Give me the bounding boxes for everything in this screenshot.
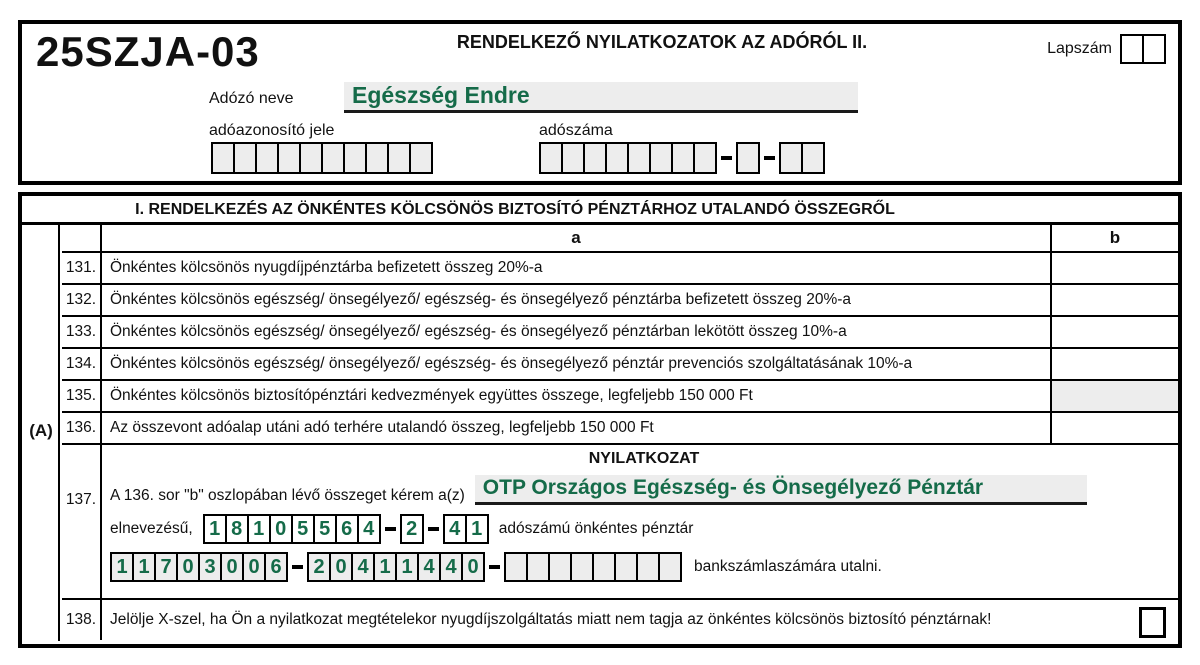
digit-box[interactable]: 0 <box>176 552 200 582</box>
declaration-table <box>22 225 1178 641</box>
digit-box[interactable] <box>504 552 528 582</box>
amount-cell-b[interactable] <box>1052 253 1178 283</box>
digit-box[interactable] <box>211 142 235 174</box>
digit-box[interactable]: 2 <box>307 552 331 582</box>
table-row <box>62 349 1178 381</box>
tax-number-part1 <box>539 142 717 174</box>
group-label: (A) <box>29 421 53 440</box>
digit-box[interactable] <box>614 552 638 582</box>
digit-box[interactable] <box>1142 34 1166 64</box>
tax-number-input <box>539 142 825 174</box>
row-label: Önkéntes kölcsönös egészség/ önsegélyező/ egészség- és önsegélyező pénztárba befizetett összeg 20%-a <box>102 285 1052 315</box>
digit-box[interactable]: 1 <box>373 552 397 582</box>
digit-box[interactable] <box>277 142 301 174</box>
digit-box[interactable] <box>255 142 279 174</box>
digit-box[interactable] <box>779 142 803 174</box>
declaration-line2-suffix: adószámú önkéntes pénztár <box>498 520 694 537</box>
amount-cell-b[interactable] <box>1052 381 1178 411</box>
digit-box[interactable]: 1 <box>132 552 156 582</box>
dash-separator <box>489 565 500 569</box>
digit-box[interactable]: 4 <box>357 514 381 544</box>
digit-box[interactable]: 4 <box>443 514 467 544</box>
digit-box[interactable]: 1 <box>395 552 419 582</box>
row-138-label: Jelölje X-szel, ha Ön a nyilatkozat megtételekor nyugdíjszolgáltatás miatt nem tagja az önkéntes kölcsönös biztosító pénztárnak! <box>110 611 992 628</box>
column-header-row <box>62 225 1178 253</box>
group-column <box>22 225 60 641</box>
form-title: RENDELKEZŐ NYILATKOZATOK AZ ADÓRÓL II. <box>456 32 868 52</box>
row-number: 132. <box>62 285 102 315</box>
declaration-line3 <box>110 552 1178 582</box>
row-label: Önkéntes kölcsönös egészség/ önsegélyező/ egészség- és önsegélyező pénztárban lekötött összeg 10%-a <box>102 317 1052 347</box>
row-number: 137. <box>62 445 102 598</box>
row-number: 133. <box>62 317 102 347</box>
amount-cell-b[interactable] <box>1052 317 1178 347</box>
lapszam-label: Lapszám <box>1047 40 1112 57</box>
digit-box[interactable]: 1 <box>247 514 271 544</box>
digit-box[interactable]: 0 <box>461 552 485 582</box>
digit-box[interactable]: 0 <box>220 552 244 582</box>
digit-box[interactable] <box>233 142 257 174</box>
digit-box[interactable] <box>636 552 660 582</box>
tax-id-boxes <box>211 142 433 174</box>
dash-separator <box>428 527 439 531</box>
row-label: Önkéntes kölcsönös egészség/ önsegélyező/ egészség- és önsegélyező pénztár prevenciós szolgáltatásának 10%-a <box>102 349 1052 379</box>
table-row-138 <box>62 600 1178 640</box>
fund-tax-number-part1 <box>203 514 381 544</box>
declaration-line1 <box>110 475 1178 505</box>
digit-box[interactable] <box>548 552 572 582</box>
form-code: 25SZJA-03 <box>36 28 260 75</box>
dash-separator <box>385 527 396 531</box>
dash-separator <box>764 156 775 160</box>
row-number: 138. <box>62 600 102 640</box>
tax-number-part2 <box>736 142 760 174</box>
table-row <box>62 285 1178 317</box>
declaration-cell <box>102 445 1178 598</box>
declaration-line2 <box>110 514 1178 544</box>
page-number-field <box>1047 34 1166 64</box>
bank-account-part2 <box>307 552 485 582</box>
digit-box[interactable] <box>365 142 389 174</box>
digit-box[interactable]: 8 <box>225 514 249 544</box>
form-header <box>18 20 1182 185</box>
digit-box[interactable]: 1 <box>203 514 227 544</box>
row-number: 134. <box>62 349 102 379</box>
digit-box[interactable] <box>299 142 323 174</box>
digit-box[interactable] <box>649 142 673 174</box>
digit-box[interactable] <box>658 552 682 582</box>
fund-tax-number-part2 <box>400 514 424 544</box>
amount-cell-b[interactable] <box>1052 285 1178 315</box>
column-a-header: a <box>102 225 1052 251</box>
dash-separator <box>721 156 732 160</box>
digit-box[interactable] <box>736 142 760 174</box>
fund-tax-number-part3 <box>443 514 489 544</box>
declaration-line2-text: elnevezésű, <box>110 520 193 537</box>
lapszam-boxes <box>1120 34 1166 64</box>
amount-cell-b[interactable] <box>1052 413 1178 443</box>
tax-id-label: adóazonosító jele <box>209 122 335 139</box>
digit-box[interactable]: 1 <box>465 514 489 544</box>
table-row-137 <box>62 445 1178 600</box>
digit-box[interactable]: 1 <box>110 552 134 582</box>
declaration-line3-suffix: bankszámlaszámára utalni. <box>694 558 882 575</box>
pension-service-checkbox[interactable] <box>1139 607 1166 638</box>
digit-box[interactable]: 6 <box>264 552 288 582</box>
digit-box[interactable]: 3 <box>198 552 222 582</box>
digit-box[interactable] <box>539 142 563 174</box>
digit-box[interactable]: 0 <box>242 552 266 582</box>
declaration-heading: NYILATKOZAT <box>588 450 700 467</box>
row-number: 131. <box>62 253 102 283</box>
digit-box[interactable] <box>1120 34 1144 64</box>
digit-box[interactable]: 5 <box>313 514 337 544</box>
digit-box[interactable] <box>693 142 717 174</box>
digit-box[interactable]: 7 <box>154 552 178 582</box>
taxpayer-name-label: Adózó neve <box>209 90 294 107</box>
dash-separator <box>292 565 303 569</box>
digit-box[interactable] <box>605 142 629 174</box>
row-number-header <box>62 225 102 251</box>
digit-box[interactable] <box>627 142 651 174</box>
section-I <box>18 192 1182 648</box>
digit-box[interactable] <box>801 142 825 174</box>
column-b-header: b <box>1109 228 1121 247</box>
row-number: 136. <box>62 413 102 443</box>
digit-box[interactable] <box>387 142 411 174</box>
digit-box[interactable] <box>343 142 367 174</box>
bank-account-part3 <box>504 552 682 582</box>
row-number: 135. <box>62 381 102 411</box>
table-row <box>62 413 1178 445</box>
digit-box[interactable]: 4 <box>351 552 375 582</box>
digit-box[interactable] <box>526 552 550 582</box>
row-label: Az összevont adóalap utáni adó terhére utalandó összeg, legfeljebb 150 000 Ft <box>102 413 1052 443</box>
digit-box[interactable] <box>570 552 594 582</box>
digit-box[interactable]: 4 <box>417 552 441 582</box>
amount-cell-b[interactable] <box>1052 349 1178 379</box>
digit-box[interactable] <box>561 142 585 174</box>
digit-box[interactable] <box>321 142 345 174</box>
tax-number-label: adószáma <box>539 122 613 139</box>
digit-box[interactable]: 6 <box>335 514 359 544</box>
digit-box[interactable]: 5 <box>291 514 315 544</box>
table-row <box>62 381 1178 413</box>
table-row <box>62 317 1178 349</box>
row-label: Önkéntes kölcsönös biztosítópénztári kedvezmények együttes összege, legfeljebb 150 000 Ft <box>102 381 1052 411</box>
digit-box[interactable] <box>583 142 607 174</box>
table-row <box>62 253 1178 285</box>
row-label: Önkéntes kölcsönös nyugdíjpénztárba befizetett összeg 20%-a <box>102 253 1052 283</box>
digit-box[interactable] <box>592 552 616 582</box>
digit-box[interactable]: 4 <box>439 552 463 582</box>
digit-box[interactable]: 0 <box>329 552 353 582</box>
digit-box[interactable] <box>409 142 433 174</box>
taxpayer-name-input[interactable]: Egészség Endre <box>344 82 858 113</box>
fund-name-input[interactable]: OTP Országos Egészség- és Önsegélyező Pénztár <box>475 475 1087 505</box>
tax-number-part3 <box>779 142 825 174</box>
section-title: I. RENDELKEZÉS AZ ÖNKÉNTES KÖLCSÖNÖS BIZTOSÍTÓ PÉNZTÁRHOZ UTALANDÓ ÖSSZEGRŐL <box>22 196 1178 225</box>
digit-box[interactable]: 2 <box>400 514 424 544</box>
tax-id-input <box>211 142 433 174</box>
bank-account-part1 <box>110 552 288 582</box>
digit-box[interactable]: 0 <box>269 514 293 544</box>
declaration-line1-text: A 136. sor "b" oszlopában lévő összeget kérem a(z) <box>110 487 465 504</box>
table-rows <box>62 253 1178 445</box>
digit-box[interactable] <box>671 142 695 174</box>
